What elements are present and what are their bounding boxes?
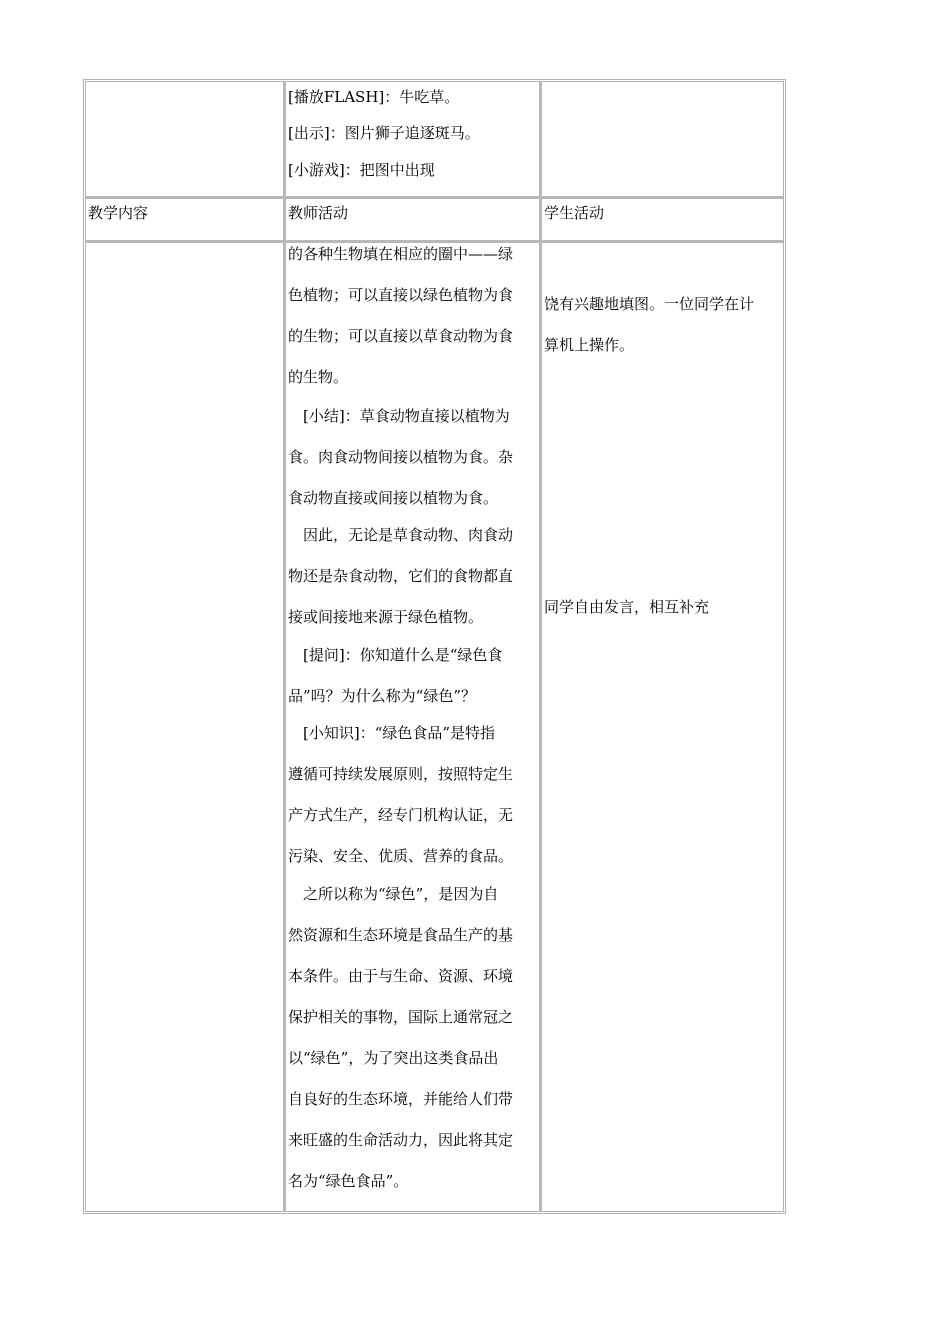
teacher-line: 然资源和生态环境是食品生产的基: [288, 926, 514, 944]
teacher-paragraph-3: [288, 515, 513, 638]
student-line: 算机上操作。: [544, 336, 635, 354]
header-teaching-content: 教学内容: [88, 204, 149, 222]
teacher-line: 品”吗？为什么称为“绿色”？: [288, 687, 477, 705]
teacher-line: 名为“绿色食品”。: [288, 1172, 409, 1190]
student-line: 饶有兴趣地填图。一位同学在计: [544, 295, 755, 313]
teacher-line: 自良好的生态环境，并能给人们带: [288, 1090, 514, 1108]
teacher-line: 来旺盛的生命活动力，因此将其定: [288, 1131, 514, 1149]
teacher-paragraph-4: [288, 635, 502, 717]
teacher-line: 因此，无论是草食动物、肉食动: [303, 526, 514, 544]
teacher-line: 接或间接地来源于绿色植物。: [288, 608, 484, 626]
teacher-paragraph-5: [288, 713, 513, 877]
top-row-line-1: [播放FLASH]：牛吃草。: [288, 88, 460, 106]
teacher-paragraph-2: [288, 396, 513, 519]
teacher-line: [提问]：你知道什么是“绿色食: [303, 646, 503, 664]
teacher-line: 遵循可持续发展原则，按照特定生: [288, 765, 514, 783]
teacher-paragraph-6: [288, 874, 513, 1202]
top-row-line-3: [小游戏]：把图中出现: [288, 161, 435, 179]
student-paragraph-1: [544, 284, 754, 366]
teacher-line: 之所以称为“绿色”，是因为自: [303, 885, 499, 903]
teacher-line: 保护相关的事物，国际上通常冠之: [288, 1008, 514, 1026]
column-divider-1: [283, 82, 286, 1211]
teacher-line: 以“绿色”，为了突出这类食品出: [288, 1049, 499, 1067]
teacher-line: 色植物；可以直接以绿色植物为食: [288, 286, 514, 304]
teacher-line: 本条件。由于与生命、资源、环境: [288, 967, 514, 985]
row-divider-1: [86, 196, 783, 199]
student-line: 同学自由发言，相互补充: [544, 598, 710, 616]
student-paragraph-2: [544, 587, 709, 628]
teacher-line: 产方式生产，经专门机构认证，无: [288, 806, 514, 824]
teacher-line: 物还是杂食动物，它们的食物都直: [288, 567, 514, 585]
top-row-line-2: [出示]：图片狮子追逐斑马。: [288, 124, 480, 142]
header-student-activity: 学生活动: [544, 204, 605, 222]
teacher-line: [小知识]：“绿色食品”是特指: [303, 724, 496, 742]
teacher-line: 食动物直接或间接以植物为食。: [288, 489, 499, 507]
column-divider-2: [539, 82, 542, 1211]
teacher-line: 的各种生物填在相应的圈中——绿: [288, 245, 514, 263]
header-teacher-activity: 教师活动: [288, 204, 349, 222]
teacher-line: 污染、安全、优质、营养的食品。: [288, 847, 514, 865]
teacher-line: [小结]：草食动物直接以植物为: [303, 407, 510, 425]
teacher-line: 食。肉食动物间接以植物为食。杂: [288, 448, 514, 466]
teacher-line: 的生物。: [288, 368, 349, 386]
teacher-line: 的生物；可以直接以草食动物为食: [288, 327, 514, 345]
teacher-paragraph-1: [288, 234, 513, 398]
